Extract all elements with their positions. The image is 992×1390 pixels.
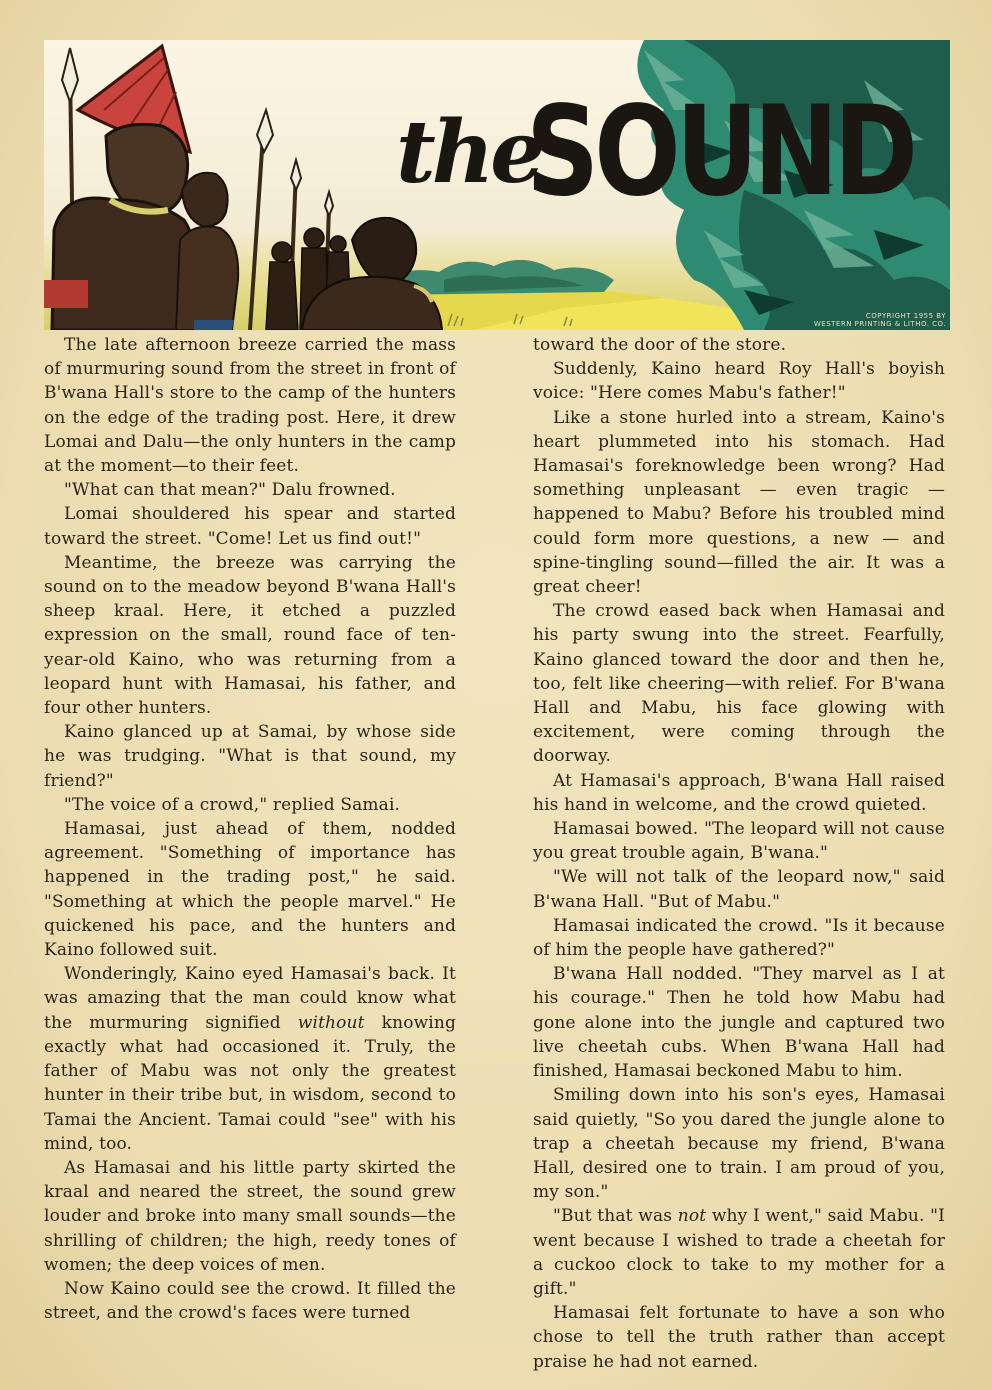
story-text: Wonderingly, Kaino eyed Hamasai's back. It was amazing that the man could know what the murmuring signified — [44, 964, 456, 1033]
story-column-left — [44, 333, 456, 1325]
story-paragraph: At Hamasai's approach, B'wana Hall raised his hand in welcome, and the crowd quieted. — [533, 770, 945, 815]
story-paragraph: As Hamasai and his little party skirted the kraal and neared the street, the sound grew louder and broke into many small sounds—the shrilling of children; the high, reedy tones of women; the deep voices of men. — [44, 1157, 456, 1275]
copyright-notice — [736, 312, 946, 328]
story-paragraph: Suddenly, Kaino heard Roy Hall's boyish voice: "Here comes Mabu's father!" — [533, 359, 945, 404]
story-emphasis: not — [677, 1206, 707, 1227]
story-paragraph: "The voice of a crowd," replied Samai. — [64, 794, 401, 815]
title-sound: SOUND — [526, 80, 914, 224]
story-paragraph: "We will not talk of the leopard now," said B'wana Hall. "But of Mabu." — [533, 867, 945, 912]
story-paragraph: Meantime, the breeze was carrying the sound on to the meadow beyond B'wana Hall's sheep kraal. Here, it etched a puzzled expression on the small, round face of ten-year-old Kaino, who was returning from a leopard hunt with Hamasai, his father, and four other hunters. — [44, 552, 456, 719]
story-paragraph: "What can that mean?" Dalu frowned. — [64, 480, 396, 501]
story-paragraph: Lomai shouldered his spear and started toward the street. "Come! Let us find out!" — [44, 504, 456, 549]
story-text: "But that was — [553, 1206, 673, 1227]
title-banner — [44, 40, 950, 330]
story-paragraph: Hamasai felt fortunate to have a son who chose to tell the truth rather than accept praise he had not earned. — [533, 1303, 945, 1372]
title-the: the — [396, 102, 541, 203]
story-paragraph — [533, 1204, 945, 1301]
story-column-right — [533, 333, 945, 1374]
story-paragraph: Smiling down into his son's eyes, Hamasai said quietly, "So you dared the jungle alone to trap a cheetah because my friend, B'wana Hall, desired one to train. I am proud of you, my son." — [533, 1085, 945, 1203]
story-paragraph: B'wana Hall nodded. "They marvel as I at his courage." Then he told how Mabu had gone alone into the jungle and captured two live cheetah cubs. When B'wana Hall had finished, Hamasai beckoned Mabu to him. — [533, 964, 945, 1082]
copyright-line: COPYRIGHT 1955 BY — [865, 312, 946, 320]
story-paragraph: Hamasai indicated the crowd. "Is it because of him the people have gathered?" — [533, 915, 945, 961]
story-paragraph: The late afternoon breeze carried the mass of murmuring sound from the street in front of B'wana Hall's store to the camp of the hunters on the edge of the trading post. Here, it drew Lomai and Dalu—the only hunters in the camp at the moment—to their feet. — [44, 335, 456, 477]
story-emphasis: without — [297, 1012, 365, 1033]
story-paragraph: toward the door of the store. — [533, 335, 787, 355]
story-paragraph: Kaino glanced up at Samai, by whose side he was trudging. "What is that sound, my friend?" — [44, 722, 456, 791]
copyright-line: WESTERN PRINTING & LITHO. CO. — [813, 320, 946, 328]
story-paragraph: The crowd eased back when Hamasai and his party swung into the street. Fearfully, Kaino glanced toward the door and then he, too, felt like cheering—with relief. For B'wana Hall and Mabu, his face glowing with excitement, were coming through the doorway. — [533, 601, 945, 767]
story-text: knowing exactly what had occasioned it. Truly, the father of Mabu was not only the greatest hunter in their tribe but, in wisdom, second to Tamai the Ancient. Tamai could "see" with his mind, too. — [44, 1012, 456, 1154]
story-paragraph: Like a stone hurled into a stream, Kaino's heart plummeted into his stomach. Had Hamasai's foreknowledge been wrong? Had something unpleasant — even tragic — happened to Mabu? Before his troubled mind could form more questions, a new — and spine-tingling sound—filled the air. It was a great cheer! — [533, 407, 945, 598]
story-paragraph — [44, 962, 456, 1156]
story-paragraph: Hamasai, just ahead of them, nodded agreement. "Something of importance has happened in the trading post," he said. "Something at which the people marvel." He quickened his pace, and the hunters and Kaino followed suit. — [44, 819, 456, 961]
story-paragraph: Hamasai bowed. "The leopard will not cause you great trouble again, B'wana." — [533, 819, 945, 864]
story-text: why I went," said Mabu. "I went because I wished to trade a cheetah for a cuckoo clock to take to my mother for a gift." — [533, 1206, 946, 1299]
story-paragraph: Now Kaino could see the crowd. It filled the street, and the crowd's faces were turned — [44, 1278, 456, 1324]
